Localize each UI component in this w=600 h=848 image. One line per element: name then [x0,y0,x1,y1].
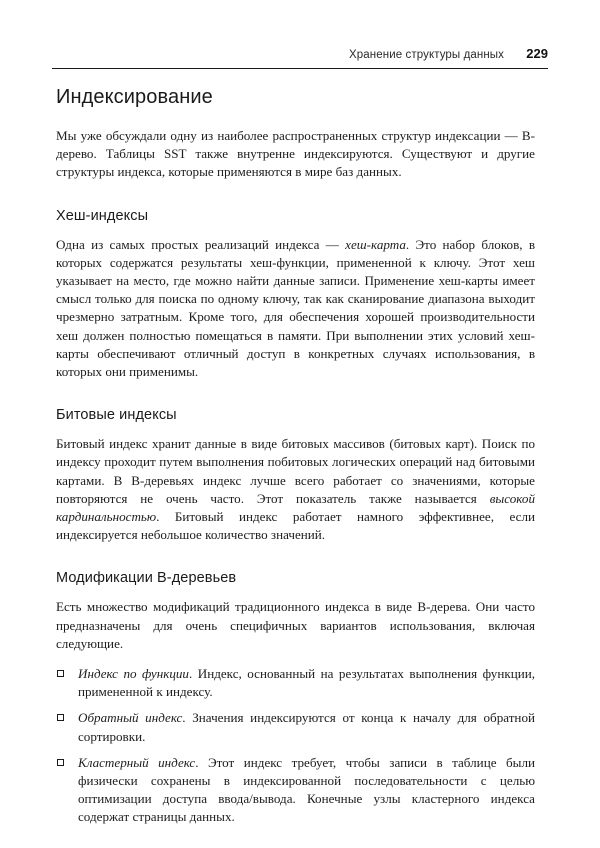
square-bullet-icon [57,759,64,766]
square-bullet-icon [57,670,64,677]
section-paragraph-bitmap-indexes [56,435,535,544]
header-rule [52,68,548,69]
list-item [56,709,535,745]
list-item-text [78,665,535,701]
list-item-description: . Значения индексируются от конца к началу для обратной сортировки. [78,710,535,744]
paragraph-segment: Битовый индекс хранит данные в виде битовых массивов (битовых карт). Поиск по индексу проходит путем выполнения побитовых логических операций над битовыми картами. В B-деревьях индекс лучше всего работает со значениями, которые повторяются не очень часто. Этот показатель также называется [56,436,535,506]
list-item-text [78,709,535,745]
index-type-list [56,665,535,827]
intro-paragraph: Мы уже обсуждали одну из наиболее распространенных структур индексации — B-дерево. Таблицы SST также внутренне индексируются. Существуют и другие структуры индекса, которые применяются в мире баз данных. [56,128,535,180]
list-item [56,665,535,701]
list-item-term: Кластерный индекс [78,754,196,770]
paragraph-segment: Одна из самых простых реализаций индекса — [56,236,346,252]
square-bullet-icon [57,714,64,721]
text-column [56,86,535,835]
page-title: Индексирование [56,86,213,108]
emphasis-term: хеш-карта [345,236,406,252]
list-item [56,754,535,827]
section-paragraph-hash-indexes [56,236,535,382]
running-header-title: Хранение структуры данных [349,49,504,61]
emphasis-term: высокой кардинальностью [56,490,535,525]
section-heading-bitmap-indexes: Битовые индексы [56,407,177,424]
list-item-description: . Индекс, основанный на результатах выполнения функции, примененной к индексу. [78,666,536,700]
page-number: 229 [526,46,548,61]
paragraph-segment: . Это набор блоков, в которых содержатся результаты хеш-функции, примененной к ключу. Этот хеш указывает на место, где можно найти данные записи. Применение хеш-карты имеет смысл только для поиска по одному ключу, так как сканирование диапазона выходит чрезмерно затратным. Кроме того, для обеспечения хорошей производительности хеш должен полностью помещаться в памяти. При выполнении этих условий хеш-карты обеспечивают отличный доступ в конкретных случаях использования, в которых они применимы. [56,236,536,380]
running-header [52,46,548,61]
list-item-term: Обратный индекс [78,710,183,726]
section-paragraph-btree-modifications: Есть множество модификаций традиционного индекса в виде B-дерева. Они часто предназначены для очень специфичных вариантов использования, включая следующие. [56,599,535,651]
paragraph-segment: . Битовый индекс работает намного эффективнее, если индексируется небольшое количество значений. [56,509,535,543]
list-item-term: Индекс по функции [78,666,189,682]
section-heading-btree-modifications: Модификации B-деревьев [56,570,237,587]
list-item-text [78,754,535,827]
section-heading-hash-indexes: Хеш-индексы [56,207,149,224]
list-item-description: . Этот индекс требует, чтобы записи в таблице были физически сохранены в индексированной последовательности с целью оптимизации доступа ввода/вывода. Конечные узлы кластерного индекса содержат страницы данных. [78,754,535,825]
